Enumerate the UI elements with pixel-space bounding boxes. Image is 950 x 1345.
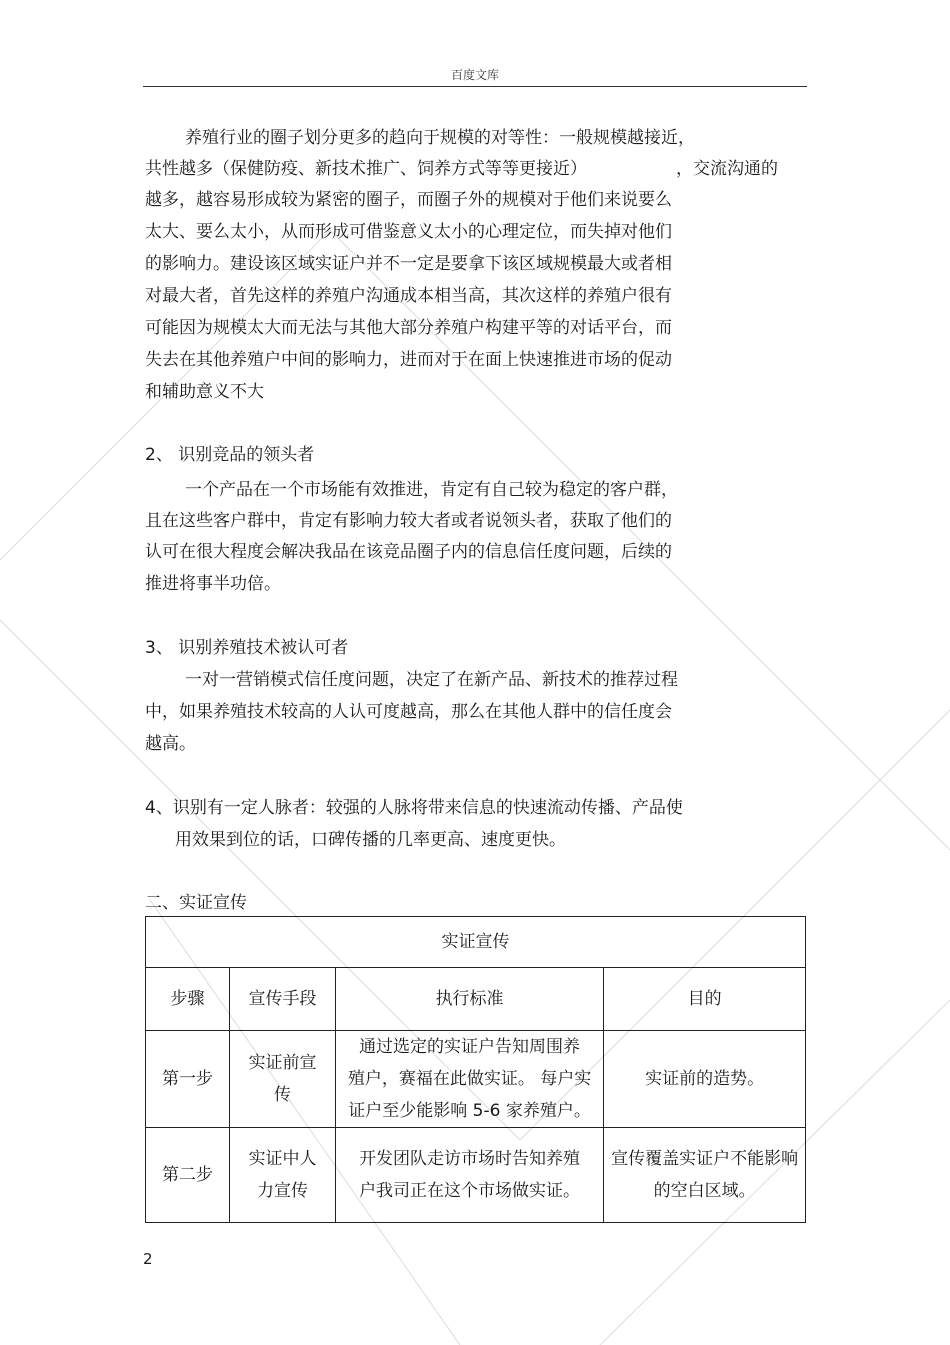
paragraph-line: 的影响力。建设该区域实证户并不一定是要拿下该区域规模最大或者相: [145, 254, 672, 274]
paragraph-line: 越高。: [145, 734, 196, 754]
section-heading: 二、实证宣传: [145, 893, 247, 913]
standard-line: 通过选定的实证户告知周围养: [359, 1037, 581, 1057]
table-header-row: [146, 968, 806, 1031]
paragraph-line: 认可在很大程度会解决我品在该竞品圈子内的信息信任度问题，后续的: [145, 542, 672, 562]
table-row: [146, 1128, 806, 1223]
paragraph-line: 推进将事半功倍。: [145, 574, 281, 594]
means-cell: 实证中人力宣传: [229, 1128, 335, 1223]
section-heading: 3、 识别养殖技术被认可者: [145, 638, 349, 658]
publicity-table: [145, 916, 806, 1223]
paragraph-line: 养殖行业的圈子划分更多的趋向于规模的对等性：一般规模越接近，: [185, 128, 695, 148]
standard-line: 开发团队走访市场时告知养殖: [359, 1149, 581, 1169]
paragraph-line: 4、识别有一定人脉者：较强的人脉将带来信息的快速流动传播、产品使: [145, 798, 683, 818]
paragraph-line: ，交流沟通的: [676, 159, 778, 179]
standard-line: 户我司正在这个市场做实证。: [359, 1181, 581, 1201]
paragraph-line: 对最大者，首先这样的养殖户沟通成本相当高，其次这样的养殖户很有: [145, 286, 672, 306]
paragraph-line: 越多，越容易形成较为紧密的圈子，而圈子外的规模对于他们来说要么: [145, 190, 672, 210]
paragraph-line: 可能因为规模太大而无法与其他大部分养殖户构建平等的对话平台，而: [145, 318, 672, 338]
paragraph-line: 中，如果养殖技术较高的人认可度越高，那么在其他人群中的信任度会: [145, 702, 672, 722]
paragraph-line: 失去在其他养殖户中间的影响力，进而对于在面上快速推进市场的促动: [145, 350, 672, 370]
column-header: 目的: [604, 968, 806, 1031]
column-header: 宣传手段: [229, 968, 335, 1031]
header-divider: [143, 86, 807, 87]
table-caption: 实证宣传: [146, 917, 806, 968]
paragraph-line: 和辅助意义不大: [145, 382, 264, 402]
page-header: 百度文库: [450, 68, 499, 82]
step-cell: 第二步: [146, 1128, 230, 1223]
paragraph-line: 一个产品在一个市场能有效推进，肯定有自己较为稳定的客户群，: [185, 480, 678, 500]
purpose-cell: 实证前的造势。: [604, 1031, 806, 1128]
paragraph-line: 一对一营销模式信任度问题，决定了在新产品、新技术的推荐过程: [185, 670, 678, 690]
section-heading: 2、 识别竞品的领头者: [145, 445, 315, 465]
paragraph-line: 用效果到位的话，口碑传播的几率更高、速度更快。: [175, 830, 566, 850]
standard-line: 殖户，赛福在此做实证。 每户实: [347, 1069, 592, 1089]
standard-line: 证户至少能影响 5-6 家养殖户。: [348, 1101, 591, 1121]
table-row: [146, 1031, 806, 1128]
paragraph-line: 太大、要么太小，从而形成可借鉴意义太小的心理定位，而失掉对他们: [145, 222, 672, 242]
standard-cell: [335, 1031, 603, 1128]
paragraph-line: 共性越多（保健防疫、新技术推广、饲养方式等等更接近）: [145, 159, 587, 179]
means-cell: 实证前宣传: [229, 1031, 335, 1128]
column-header: 步骤: [146, 968, 230, 1031]
standard-cell: [335, 1128, 603, 1223]
table-caption-row: [146, 917, 806, 968]
page-number: 2: [143, 1250, 153, 1268]
step-cell: 第一步: [146, 1031, 230, 1128]
paragraph-line: 且在这些客户群中，肯定有影响力较大者或者说领头者，获取了他们的: [145, 511, 672, 531]
purpose-cell: 宣传覆盖实证户不能影响的空白区域。: [604, 1128, 806, 1223]
column-header: 执行标准: [335, 968, 603, 1031]
